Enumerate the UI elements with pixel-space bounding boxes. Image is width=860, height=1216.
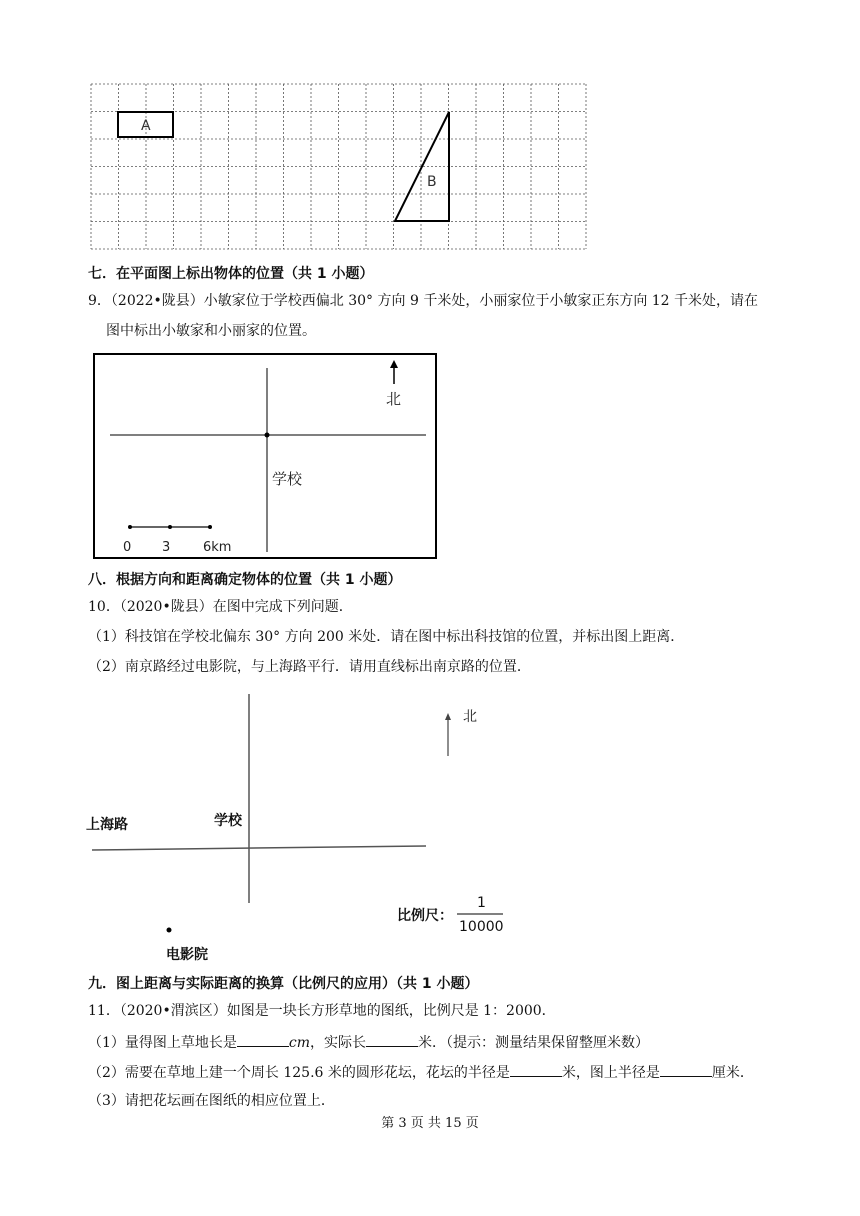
north-arrow-icon (445, 713, 451, 720)
question-9-line-1: 9．（2022•陇县）小敏家位于学校西偏北 30° 方向 9 千米处，小丽家位于小敏家正东方向 12 千米处，请在 (88, 293, 759, 309)
page-footer: 第 3 页 共 15 页 (381, 1116, 479, 1131)
answer-blank-actual-length[interactable] (366, 1032, 418, 1047)
part-2-text-c: 厘米． (711, 1065, 754, 1081)
question-9-figure (78, 352, 440, 562)
question-11-line-1: 11．（2020•渭滨区）如图是一块长方形草地的图纸，比例尺是 1：2000． (88, 1003, 556, 1019)
question-10-line-1: 10．（2020•陇县）在图中完成下列问题． (88, 599, 353, 615)
school-label: 学校 (272, 470, 303, 488)
school-label: 学校 (214, 813, 242, 829)
scale-denominator: 10000 (459, 919, 504, 935)
part-2-text-a: （2）需要在草地上建一个周长 125.6 米的圆形花坛，花坛的半径是 (88, 1065, 510, 1081)
part-1-text-b: ，实际长 (310, 1035, 367, 1051)
section-9-title: 九．图上距离与实际距离的换算（比例尺的应用）（共 1 小题） (88, 976, 479, 992)
question-11-part-3: （3）请把花坛画在图纸的相应位置上． (88, 1093, 335, 1109)
scale-label-3: 3 (162, 540, 171, 555)
scale-point-6 (208, 525, 212, 529)
scale-point-0 (128, 525, 132, 529)
part-1-unit: cm (288, 1035, 311, 1051)
section-7-title: 七．在平面图上标出物体的位置（共 1 小题） (88, 266, 374, 282)
scale-label-0: 0 (123, 540, 132, 555)
question-11-part-1 (88, 1032, 649, 1052)
part-1-text-a: （1）量得图上草地长是 (88, 1035, 237, 1051)
shanghai-road-line (92, 846, 426, 850)
question-9-line-2: 图中标出小敏家和小丽家的位置。 (106, 323, 316, 339)
grid-lines (91, 84, 586, 249)
answer-blank-radius[interactable] (510, 1062, 562, 1077)
part-2-text-b: 米，图上半径是 (561, 1065, 660, 1081)
shape-a-label: A (141, 118, 151, 134)
answer-blank-length-cm[interactable] (237, 1032, 289, 1047)
north-arrow-icon (390, 360, 398, 368)
section-8-title: 八．根据方向和距离确定物体的位置（共 1 小题） (88, 572, 402, 588)
question-10-line-3: （2）南京路经过电影院，与上海路平行．请用直线标出南京路的位置． (88, 659, 531, 675)
cinema-label: 电影院 (166, 947, 208, 963)
school-point (265, 433, 270, 438)
grid-figure (88, 82, 590, 252)
north-label: 北 (463, 709, 477, 725)
shape-b-label: B (427, 174, 437, 190)
scale-numerator: 1 (477, 895, 486, 911)
part-1-text-c: 米．（提示：测量结果保留整厘米数） (418, 1035, 650, 1051)
cinema-point (167, 928, 172, 933)
north-label: 北 (386, 390, 402, 408)
question-10-figure (80, 690, 520, 965)
answer-blank-map-radius[interactable] (660, 1062, 712, 1077)
scale-point-3 (168, 525, 172, 529)
question-11-part-2 (88, 1062, 754, 1082)
shanghai-road-label: 上海路 (86, 817, 128, 833)
scale-label: 比例尺： (397, 908, 453, 924)
question-10-line-2: （1）科技馆在学校北偏东 30° 方向 200 米处．请在图中标出科技馆的位置，并标出图上距离． (88, 629, 685, 645)
scale-label-6km: 6km (203, 540, 232, 555)
